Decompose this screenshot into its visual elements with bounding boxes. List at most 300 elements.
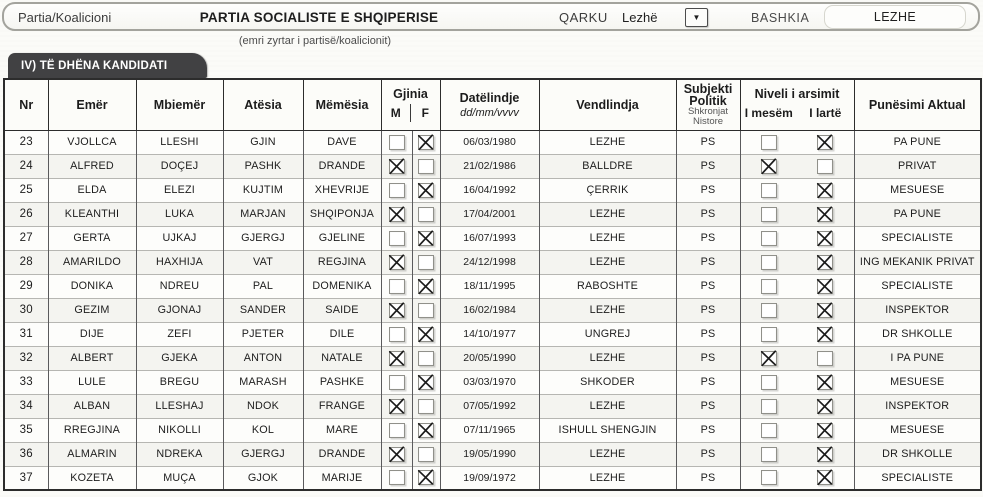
cell-atesia: GJERGJ	[223, 442, 303, 466]
gender-male-checkbox[interactable]	[389, 231, 405, 246]
cell-arsimi-larte	[797, 370, 854, 394]
cell-punesimi: SPECIALISTE	[854, 466, 981, 490]
cell-atesia: PASHK	[223, 154, 303, 178]
cell-subjekti: PS	[676, 250, 740, 274]
cell-nr: 26	[4, 202, 48, 226]
gender-male-checkbox[interactable]	[389, 279, 405, 294]
cell-vendlindja: LEZHE	[539, 202, 676, 226]
x-mark-icon	[815, 253, 834, 271]
cell-vendlindja: LEZHE	[539, 394, 676, 418]
cell-nr: 35	[4, 418, 48, 442]
cell-gender-f	[412, 226, 440, 250]
cell-arsimi-larte	[797, 274, 854, 298]
table-body	[4, 130, 981, 490]
cell-arsimi-larte	[797, 442, 854, 466]
education-higher-checkbox[interactable]	[817, 255, 833, 270]
gender-male-checkbox[interactable]	[389, 447, 405, 462]
cell-mbiemer: UJKAJ	[136, 226, 223, 250]
education-higher-checkbox[interactable]	[817, 351, 833, 366]
x-mark-icon	[416, 181, 435, 199]
gender-male-checkbox[interactable]	[389, 183, 405, 198]
cell-datelindje: 19/05/1990	[440, 442, 539, 466]
cell-vendlindja: RABOSHTE	[539, 274, 676, 298]
x-mark-icon	[387, 205, 406, 223]
cell-atesia: VAT	[223, 250, 303, 274]
cell-punesimi: SPECIALISTE	[854, 274, 981, 298]
candidate-row	[4, 346, 981, 370]
education-secondary-checkbox[interactable]	[761, 279, 777, 294]
subjekti-sub1: Shkronjat	[687, 105, 729, 117]
cell-gender-f	[412, 298, 440, 322]
candidate-row	[4, 298, 981, 322]
subjekti-line1: Subjekti	[683, 81, 733, 96]
education-higher-checkbox[interactable]	[817, 279, 833, 294]
cell-gender-f	[412, 154, 440, 178]
gender-male-checkbox[interactable]	[389, 327, 405, 342]
education-secondary-checkbox[interactable]	[761, 207, 777, 222]
candidate-row	[4, 130, 981, 154]
cell-gender-f	[412, 178, 440, 202]
cell-gender-m	[381, 226, 412, 250]
cell-arsimi-mesem	[740, 322, 797, 346]
cell-subjekti: PS	[676, 346, 740, 370]
cell-datelindje: 17/04/2001	[440, 202, 539, 226]
education-secondary-checkbox[interactable]	[761, 327, 777, 342]
gender-female-checkbox[interactable]	[418, 351, 434, 366]
section-title-tab	[8, 53, 207, 78]
cell-arsimi-larte	[797, 346, 854, 370]
gender-male-checkbox[interactable]	[389, 255, 405, 270]
cell-gender-f	[412, 202, 440, 226]
cell-atesia: MARASH	[223, 370, 303, 394]
date-format-label: dd/mm/vvvv	[460, 106, 519, 119]
candidate-row	[4, 226, 981, 250]
education-secondary-checkbox[interactable]	[761, 375, 777, 390]
gender-female-checkbox[interactable]	[418, 255, 434, 270]
gender-male-checkbox[interactable]	[389, 470, 405, 485]
cell-nr: 28	[4, 250, 48, 274]
cell-nr: 25	[4, 178, 48, 202]
section-title: IV) TË DHËNA KANDIDATI	[21, 60, 168, 72]
cell-vendlindja: LEZHE	[539, 130, 676, 154]
cell-vendlindja: LEZHE	[539, 466, 676, 490]
cell-vendlindja: UNGREJ	[539, 322, 676, 346]
cell-punesimi: I PA PUNE	[854, 346, 981, 370]
candidate-row	[4, 442, 981, 466]
cell-punesimi: PRIVAT	[854, 154, 981, 178]
cell-nr: 30	[4, 298, 48, 322]
education-higher-checkbox[interactable]	[817, 447, 833, 462]
cell-datelindje: 18/11/1995	[440, 274, 539, 298]
x-mark-icon	[815, 468, 834, 486]
cell-gender-f	[412, 346, 440, 370]
cell-arsimi-larte	[797, 322, 854, 346]
education-higher-checkbox[interactable]	[817, 303, 833, 318]
gender-male-checkbox[interactable]	[389, 375, 405, 390]
cell-gender-m	[381, 394, 412, 418]
col-header-datelindje	[440, 79, 539, 130]
gender-female-checkbox[interactable]	[418, 159, 434, 174]
datelindje-label: Datëlindje	[459, 90, 520, 105]
cell-arsimi-larte	[797, 418, 854, 442]
cell-memesia: DRANDE	[303, 442, 381, 466]
cell-gender-m	[381, 346, 412, 370]
education-higher-checkbox[interactable]	[817, 470, 833, 485]
cell-arsimi-larte	[797, 130, 854, 154]
cell-subjekti: PS	[676, 178, 740, 202]
gender-male-checkbox[interactable]	[389, 351, 405, 366]
cell-atesia: GJIN	[223, 130, 303, 154]
cell-atesia: GJERGJ	[223, 226, 303, 250]
education-higher-checkbox[interactable]	[817, 183, 833, 198]
cell-emer: GERTA	[48, 226, 136, 250]
cell-memesia: XHEVRIJE	[303, 178, 381, 202]
col-header-memesia: Mëmësia	[303, 79, 381, 130]
candidate-row	[4, 250, 981, 274]
candidate-row	[4, 202, 981, 226]
gender-female-checkbox[interactable]	[418, 303, 434, 318]
cell-gender-m	[381, 178, 412, 202]
candidate-row	[4, 154, 981, 178]
cell-gender-m	[381, 466, 412, 490]
cell-vendlindja: LEZHE	[539, 442, 676, 466]
cell-gender-f	[412, 466, 440, 490]
cell-mbiemer: HAXHIJA	[136, 250, 223, 274]
candidate-row	[4, 178, 981, 202]
cell-punesimi: INSPEKTOR	[854, 298, 981, 322]
col-header-emer: Emër	[48, 79, 136, 130]
cell-arsimi-larte	[797, 394, 854, 418]
cell-mbiemer: DOÇEJ	[136, 154, 223, 178]
cell-arsimi-mesem	[740, 418, 797, 442]
cell-nr: 32	[4, 346, 48, 370]
x-mark-icon	[759, 157, 778, 175]
party-header-bar	[2, 2, 980, 31]
cell-mbiemer: LUKA	[136, 202, 223, 226]
gender-male-checkbox[interactable]	[389, 423, 405, 438]
col-header-nr: Nr	[4, 79, 48, 130]
cell-gender-m	[381, 370, 412, 394]
cell-gender-f	[412, 250, 440, 274]
cell-arsimi-mesem	[740, 466, 797, 490]
gender-female-checkbox[interactable]	[418, 470, 434, 485]
education-higher-checkbox[interactable]	[817, 423, 833, 438]
cell-subjekti: PS	[676, 466, 740, 490]
cell-gender-m	[381, 130, 412, 154]
cell-atesia: SANDER	[223, 298, 303, 322]
col-header-vendlindja: Vendlindja	[539, 79, 676, 130]
cell-datelindje: 07/11/1965	[440, 418, 539, 442]
education-higher-checkbox[interactable]	[817, 231, 833, 246]
education-secondary-checkbox[interactable]	[761, 423, 777, 438]
cell-subjekti: PS	[676, 298, 740, 322]
cell-vendlindja: LEZHE	[539, 226, 676, 250]
cell-memesia: DAVE	[303, 130, 381, 154]
education-secondary-checkbox[interactable]	[761, 470, 777, 485]
gender-female-checkbox[interactable]	[418, 183, 434, 198]
cell-mbiemer: NDREKA	[136, 442, 223, 466]
cell-nr: 37	[4, 466, 48, 490]
education-secondary-checkbox[interactable]	[761, 159, 777, 174]
cell-punesimi: PA PUNE	[854, 130, 981, 154]
cell-datelindje: 24/12/1998	[440, 250, 539, 274]
mesem-label: I mesëm	[744, 106, 793, 121]
cell-gender-m	[381, 274, 412, 298]
gjinia-m-label: M	[390, 106, 401, 121]
cell-memesia: NATALE	[303, 346, 381, 370]
cell-emer: DIJE	[48, 322, 136, 346]
cell-vendlindja: ISHULL SHENGJIN	[539, 418, 676, 442]
col-header-mbiemer: Mbiemër	[136, 79, 223, 130]
education-secondary-checkbox[interactable]	[761, 255, 777, 270]
cell-arsimi-larte	[797, 154, 854, 178]
cell-atesia: NDOK	[223, 394, 303, 418]
cell-subjekti: PS	[676, 394, 740, 418]
cell-emer: ALFRED	[48, 154, 136, 178]
cell-subjekti: PS	[676, 274, 740, 298]
cell-vendlindja: LEZHE	[539, 250, 676, 274]
cell-datelindje: 21/02/1986	[440, 154, 539, 178]
education-higher-checkbox[interactable]	[817, 399, 833, 414]
cell-vendlindja: LEZHE	[539, 298, 676, 322]
cell-arsimi-mesem	[740, 202, 797, 226]
cell-gender-f	[412, 130, 440, 154]
cell-memesia: SAIDE	[303, 298, 381, 322]
education-secondary-checkbox[interactable]	[761, 135, 777, 150]
gender-female-checkbox[interactable]	[418, 231, 434, 246]
larte-label: I lartë	[809, 106, 842, 121]
cell-subjekti: PS	[676, 202, 740, 226]
candidates-table	[3, 78, 982, 491]
cell-datelindje: 03/03/1970	[440, 370, 539, 394]
cell-vendlindja: ÇERRIK	[539, 178, 676, 202]
table-header	[4, 79, 981, 130]
cell-subjekti: PS	[676, 418, 740, 442]
cell-atesia: MARJAN	[223, 202, 303, 226]
cell-arsimi-mesem	[740, 442, 797, 466]
cell-arsimi-larte	[797, 202, 854, 226]
x-mark-icon	[815, 445, 834, 463]
cell-gender-f	[412, 322, 440, 346]
cell-emer: KLEANTHI	[48, 202, 136, 226]
cell-arsimi-mesem	[740, 178, 797, 202]
cell-emer: ELDA	[48, 178, 136, 202]
cell-emer: DONIKA	[48, 274, 136, 298]
party-name-caption: (emri zyrtar i partisë/koalicionit)	[238, 35, 392, 47]
gender-female-checkbox[interactable]	[418, 207, 434, 222]
party-name-value: PARTIA SOCIALISTE E SHQIPERISE	[199, 10, 439, 25]
education-secondary-checkbox[interactable]	[761, 303, 777, 318]
cell-nr: 29	[4, 274, 48, 298]
cell-gender-f	[412, 418, 440, 442]
cell-emer: LULE	[48, 370, 136, 394]
cell-vendlindja: BALLDRE	[539, 154, 676, 178]
cell-datelindje: 16/04/1992	[440, 178, 539, 202]
x-mark-icon	[387, 349, 406, 367]
cell-punesimi: MESUESE	[854, 418, 981, 442]
education-secondary-checkbox[interactable]	[761, 183, 777, 198]
cell-nr: 36	[4, 442, 48, 466]
cell-atesia: PAL	[223, 274, 303, 298]
chevron-down-icon: ▼	[692, 13, 701, 22]
x-mark-icon	[416, 468, 435, 486]
qarku-dropdown-button[interactable]	[685, 8, 708, 27]
x-mark-icon	[387, 445, 406, 463]
cell-datelindje: 16/07/1993	[440, 226, 539, 250]
cell-subjekti: PS	[676, 154, 740, 178]
x-mark-icon	[416, 277, 435, 295]
cell-memesia: MARE	[303, 418, 381, 442]
gender-female-checkbox[interactable]	[418, 399, 434, 414]
cell-emer: VJOLLCA	[48, 130, 136, 154]
cell-arsimi-larte	[797, 178, 854, 202]
subjekti-line2: Politik	[689, 93, 727, 108]
education-secondary-checkbox[interactable]	[761, 399, 777, 414]
candidate-row	[4, 370, 981, 394]
x-mark-icon	[416, 229, 435, 247]
cell-gender-f	[412, 370, 440, 394]
cell-arsimi-mesem	[740, 250, 797, 274]
x-mark-icon	[416, 133, 435, 151]
x-mark-icon	[387, 253, 406, 271]
cell-mbiemer: GJEKA	[136, 346, 223, 370]
gjinia-f-label: F	[410, 104, 440, 122]
gender-female-checkbox[interactable]	[418, 375, 434, 390]
cell-emer: KOZETA	[48, 466, 136, 490]
qarku-label: QARKU	[559, 10, 608, 25]
cell-emer: RREGJINA	[48, 418, 136, 442]
x-mark-icon	[815, 325, 834, 343]
cell-subjekti: PS	[676, 322, 740, 346]
x-mark-icon	[759, 349, 778, 367]
gender-female-checkbox[interactable]	[418, 423, 434, 438]
x-mark-icon	[815, 421, 834, 439]
niveli-label: Niveli i arsimit	[754, 87, 840, 102]
cell-gender-m	[381, 442, 412, 466]
x-mark-icon	[416, 325, 435, 343]
education-secondary-checkbox[interactable]	[761, 231, 777, 246]
cell-mbiemer: NDREU	[136, 274, 223, 298]
cell-gender-m	[381, 154, 412, 178]
gender-female-checkbox[interactable]	[418, 327, 434, 342]
cell-memesia: PASHKE	[303, 370, 381, 394]
col-header-atesia: Atësia	[223, 79, 303, 130]
cell-mbiemer: ELEZI	[136, 178, 223, 202]
x-mark-icon	[815, 181, 834, 199]
cell-memesia: FRANGE	[303, 394, 381, 418]
education-higher-checkbox[interactable]	[817, 327, 833, 342]
x-mark-icon	[387, 157, 406, 175]
x-mark-icon	[815, 133, 834, 151]
cell-atesia: PJETER	[223, 322, 303, 346]
x-mark-icon	[815, 397, 834, 415]
cell-mbiemer: ZEFI	[136, 322, 223, 346]
cell-arsimi-mesem	[740, 130, 797, 154]
cell-memesia: REGJINA	[303, 250, 381, 274]
cell-memesia: MARIJE	[303, 466, 381, 490]
cell-subjekti: PS	[676, 370, 740, 394]
cell-mbiemer: LLESHAJ	[136, 394, 223, 418]
cell-gender-m	[381, 322, 412, 346]
gender-male-checkbox[interactable]	[389, 159, 405, 174]
cell-datelindje: 20/05/1990	[440, 346, 539, 370]
cell-subjekti: PS	[676, 226, 740, 250]
x-mark-icon	[416, 421, 435, 439]
cell-nr: 33	[4, 370, 48, 394]
gender-female-checkbox[interactable]	[418, 135, 434, 150]
cell-arsimi-larte	[797, 250, 854, 274]
gender-male-checkbox[interactable]	[389, 135, 405, 150]
cell-atesia: GJOK	[223, 466, 303, 490]
x-mark-icon	[387, 301, 406, 319]
cell-arsimi-larte	[797, 466, 854, 490]
cell-vendlindja: LEZHE	[539, 346, 676, 370]
gender-female-checkbox[interactable]	[418, 447, 434, 462]
cell-nr: 31	[4, 322, 48, 346]
gender-female-checkbox[interactable]	[418, 279, 434, 294]
cell-mbiemer: NIKOLLI	[136, 418, 223, 442]
cell-emer: AMARILDO	[48, 250, 136, 274]
education-secondary-checkbox[interactable]	[761, 447, 777, 462]
cell-nr: 24	[4, 154, 48, 178]
cell-atesia: KUJTIM	[223, 178, 303, 202]
cell-mbiemer: LLESHI	[136, 130, 223, 154]
col-header-punesimi: Punësimi Aktual	[854, 79, 981, 130]
gender-male-checkbox[interactable]	[389, 399, 405, 414]
cell-gender-f	[412, 442, 440, 466]
candidate-row	[4, 418, 981, 442]
x-mark-icon	[387, 397, 406, 415]
cell-datelindje: 06/03/1980	[440, 130, 539, 154]
gender-male-checkbox[interactable]	[389, 207, 405, 222]
education-secondary-checkbox[interactable]	[761, 351, 777, 366]
cell-punesimi: SPECIALISTE	[854, 226, 981, 250]
cell-datelindje: 14/10/1977	[440, 322, 539, 346]
x-mark-icon	[815, 229, 834, 247]
cell-arsimi-mesem	[740, 226, 797, 250]
cell-subjekti: PS	[676, 442, 740, 466]
cell-emer: ALBAN	[48, 394, 136, 418]
cell-gender-m	[381, 298, 412, 322]
cell-memesia: DOMENIKA	[303, 274, 381, 298]
cell-memesia: SHQIPONJA	[303, 202, 381, 226]
education-higher-checkbox[interactable]	[817, 159, 833, 174]
bashkia-label: BASHKIA	[751, 11, 810, 25]
education-higher-checkbox[interactable]	[817, 135, 833, 150]
cell-punesimi: DR SHKOLLE	[854, 442, 981, 466]
candidate-row	[4, 466, 981, 490]
gender-male-checkbox[interactable]	[389, 303, 405, 318]
cell-memesia: DILE	[303, 322, 381, 346]
x-mark-icon	[815, 373, 834, 391]
gjinia-label: Gjinia	[393, 87, 428, 102]
cell-arsimi-mesem	[740, 394, 797, 418]
cell-nr: 34	[4, 394, 48, 418]
candidate-row	[4, 394, 981, 418]
party-coalition-label: Partia/Koalicioni	[18, 10, 112, 25]
col-header-niveli-arsimit	[740, 79, 854, 130]
cell-punesimi: MESUESE	[854, 178, 981, 202]
qarku-selected-value[interactable]: Lezhë	[622, 10, 658, 25]
cell-emer: ALMARIN	[48, 442, 136, 466]
cell-gender-m	[381, 202, 412, 226]
education-higher-checkbox[interactable]	[817, 207, 833, 222]
bashkia-value-field[interactable]: LEZHE	[824, 5, 966, 29]
cell-emer: ALBERT	[48, 346, 136, 370]
cell-punesimi: MESUESE	[854, 370, 981, 394]
cell-memesia: DRANDE	[303, 154, 381, 178]
education-higher-checkbox[interactable]	[817, 375, 833, 390]
